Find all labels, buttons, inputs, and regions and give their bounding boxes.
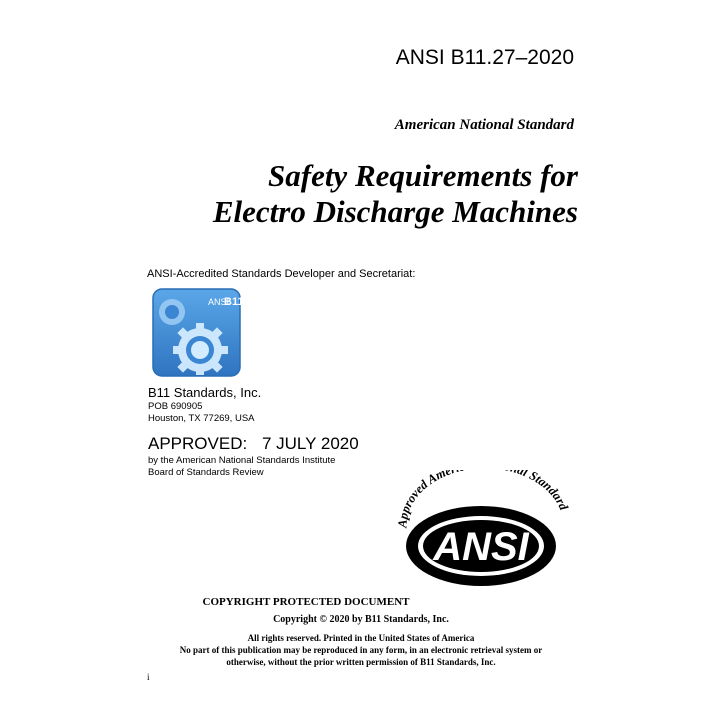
- developer-city: Houston, TX 77269, USA: [148, 413, 255, 424]
- seal-main-text: ANSI: [433, 525, 529, 569]
- ansi-seal: [393, 470, 573, 590]
- copyright-line: Copyright © 2020 by B11 Standards, Inc.: [273, 614, 449, 625]
- no-part-line: No part of this publication may be reproduced in any form, in an electronic retrieval system or: [179, 645, 543, 655]
- logo-main-text: B11: [224, 296, 244, 308]
- otherwise-line: otherwise, without the prior written permission of B11 Standards, Inc.: [226, 657, 496, 667]
- developer-pob: POB 690905: [148, 401, 203, 412]
- logo-prefix-text: ANSI: [208, 297, 230, 307]
- standard-type: American National Standard: [394, 117, 574, 133]
- page-number: i: [147, 672, 150, 682]
- approved-by: by the American National Standards Institute: [148, 455, 336, 466]
- developer-name: B11 Standards, Inc.: [148, 385, 262, 400]
- document-title: [213, 158, 578, 230]
- developer-label: ANSI-Accredited Standards Developer and Secretariat:: [147, 268, 416, 280]
- approval-line: [148, 434, 359, 454]
- approved-word: APPROVED:: [148, 434, 248, 453]
- approved-year: 2020: [320, 434, 359, 453]
- seal-arc-text: Approved Ame al Standard: [395, 470, 571, 529]
- approved-board: Board of Standards Review: [148, 467, 264, 478]
- approved-month: JULY: [276, 434, 317, 453]
- title-line-1: Safety Requirements for: [268, 158, 578, 193]
- b11-logo: [152, 288, 244, 377]
- rights-line: All rights reserved. Printed in the United States of America: [247, 633, 475, 643]
- approved-day: 7: [261, 434, 272, 453]
- copyright-protected: COPYRIGHT PROTECTED DOCUMENT: [202, 596, 410, 608]
- document-number: ANSI B11.27–2020: [395, 46, 574, 69]
- title-line-2: Electro Discharge Machines: [212, 194, 578, 229]
